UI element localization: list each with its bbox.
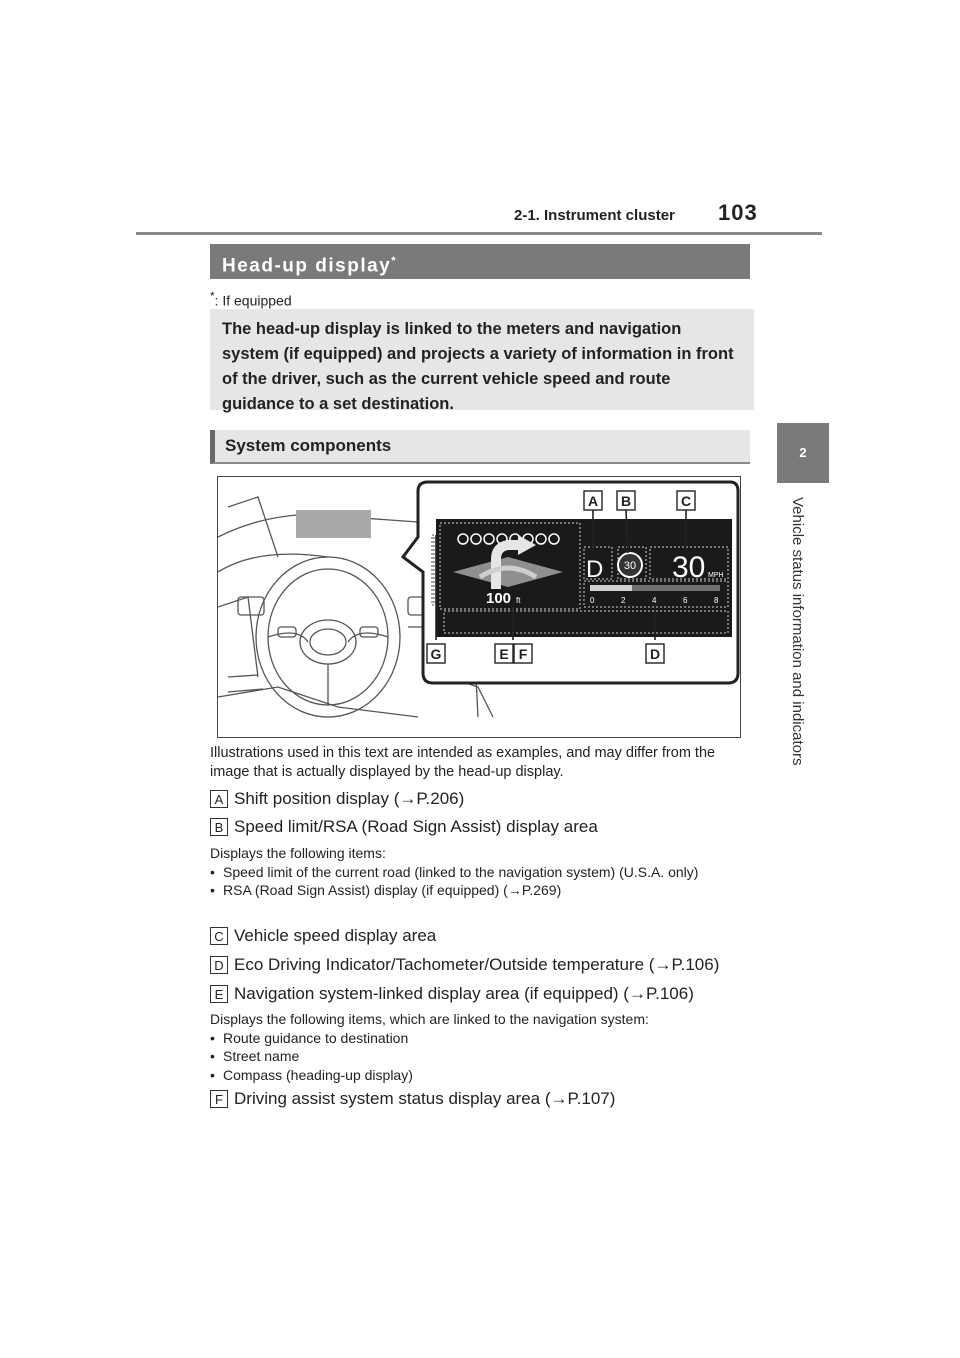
callout-label-e: E	[499, 646, 509, 662]
windshield-projection	[296, 510, 371, 538]
item-badge: B	[210, 818, 228, 836]
figure-caption: Illustrations used in this text are intended as examples, and may differ from the image that is actually displayed by the head-up display.	[210, 745, 716, 780]
footnote	[210, 290, 292, 309]
desc-bullet	[210, 1047, 750, 1066]
item-vehicle-speed	[210, 926, 436, 946]
page-ref-link[interactable]: P.106	[645, 984, 689, 1003]
item-navigation	[210, 984, 694, 1004]
bullet-icon: •	[210, 882, 215, 898]
header-divider	[136, 232, 822, 235]
item-close: )	[688, 984, 694, 1003]
speed-limit-value: 30	[623, 560, 637, 572]
item-badge: C	[210, 927, 228, 945]
chapter-tab[interactable]: 2	[777, 423, 829, 483]
callout-label-b: B	[620, 493, 632, 509]
callout-label-f: F	[518, 646, 528, 662]
section-title: Head-up display	[222, 255, 392, 277]
desc-bullet	[210, 881, 750, 900]
section-title-bar	[210, 244, 750, 279]
bullet-text: Street name	[223, 1048, 300, 1064]
gear-indicator: D	[586, 556, 604, 583]
arrow-icon: →	[399, 789, 417, 808]
distance-unit: ft	[516, 596, 521, 605]
callout-label-c: C	[680, 493, 692, 509]
bullet-text: Compass (heading-up display)	[223, 1066, 413, 1083]
callout-label-d: D	[649, 646, 661, 662]
item-text: Speed limit/RSA (Road Sign Assist) display area	[234, 817, 598, 836]
desc-lead: Displays the following items, which are linked to the navigation system:	[210, 1011, 649, 1027]
arrow-icon: →	[550, 1089, 568, 1108]
bullet-text: RSA (Road Sign Assist) display (if equipped) (	[223, 882, 508, 898]
item-driving-assist	[210, 1089, 615, 1109]
item-badge: E	[210, 985, 228, 1003]
hud-illustration	[217, 476, 741, 738]
distance-value: 100	[486, 590, 512, 607]
item-shift-position	[210, 789, 464, 809]
footnote-mark: *	[210, 290, 215, 303]
speed-unit: MPH	[708, 572, 724, 579]
page-ref-link[interactable]: P.107	[567, 1089, 610, 1108]
arrow-icon: →	[628, 984, 646, 1003]
tach-tick-label: 2	[621, 596, 626, 605]
tach-tick-label: 6	[683, 596, 688, 605]
desc-lead: Displays the following items:	[210, 845, 386, 861]
item-text: Navigation system-linked display area (if equipped) (	[234, 984, 629, 1003]
bullet-close: )	[556, 882, 562, 898]
item-e-description	[210, 1010, 750, 1084]
tach-tick-label: 8	[714, 596, 719, 605]
bullet-icon: •	[210, 863, 215, 880]
desc-bullet	[210, 1029, 750, 1048]
chapter-title: 2-1. Instrument cluster	[514, 207, 675, 224]
item-badge: D	[210, 956, 228, 974]
tach-tick-label: 0	[590, 596, 595, 605]
intro-box: The head-up display is linked to the meters and navigation system (if equipped) and projects a variety of information in front of the driver, such as the current vehicle speed and route guidance to a set destination.	[210, 309, 754, 410]
hud-illustration-svg	[218, 477, 741, 738]
item-badge: F	[210, 1090, 228, 1108]
item-b-description	[210, 844, 750, 900]
chapter-side-label	[790, 497, 810, 797]
speed-value: 30	[672, 551, 706, 584]
page-ref-link[interactable]: P.206	[416, 789, 459, 808]
page-ref-link[interactable]: P.269	[521, 882, 557, 898]
arrow-icon: →	[507, 882, 522, 898]
bullet-text: Route guidance to destination	[223, 1029, 409, 1046]
tach-tick-label: 4	[652, 596, 657, 605]
arrow-icon: →	[654, 955, 672, 974]
callout-label-a: A	[587, 493, 599, 509]
bullet-icon: •	[210, 1066, 215, 1083]
page-number: 103	[718, 200, 758, 225]
desc-bullet	[210, 863, 750, 882]
item-close: )	[713, 955, 720, 974]
section-title-mark: *	[391, 255, 398, 267]
item-close: )	[609, 1089, 616, 1108]
bullet-text: Speed limit of the current road (linked to the navigation system) (U.S.A. only)	[223, 863, 699, 880]
chapter-side-text: Vehicle status information and indicators	[789, 497, 806, 766]
bullet-icon: •	[210, 1048, 215, 1064]
bullet-icon: •	[210, 1029, 215, 1046]
footnote-text: : If equipped	[214, 292, 292, 309]
tachometer-fill	[590, 585, 632, 591]
callout-label-g: G	[430, 646, 442, 662]
item-close: )	[458, 789, 465, 808]
item-badge: A	[210, 790, 228, 808]
desc-bullet	[210, 1066, 750, 1085]
item-eco-driving	[210, 955, 719, 975]
subsection-heading: System components	[210, 430, 750, 464]
item-text: Driving assist system status display area (	[234, 1089, 551, 1108]
item-text: Shift position display (	[234, 789, 400, 808]
item-speed-limit	[210, 817, 598, 837]
item-text: Eco Driving Indicator/Tachometer/Outside temperature (	[234, 955, 655, 974]
item-text: Vehicle speed display area	[234, 926, 437, 945]
page-ref-link[interactable]: P.106	[671, 955, 714, 974]
